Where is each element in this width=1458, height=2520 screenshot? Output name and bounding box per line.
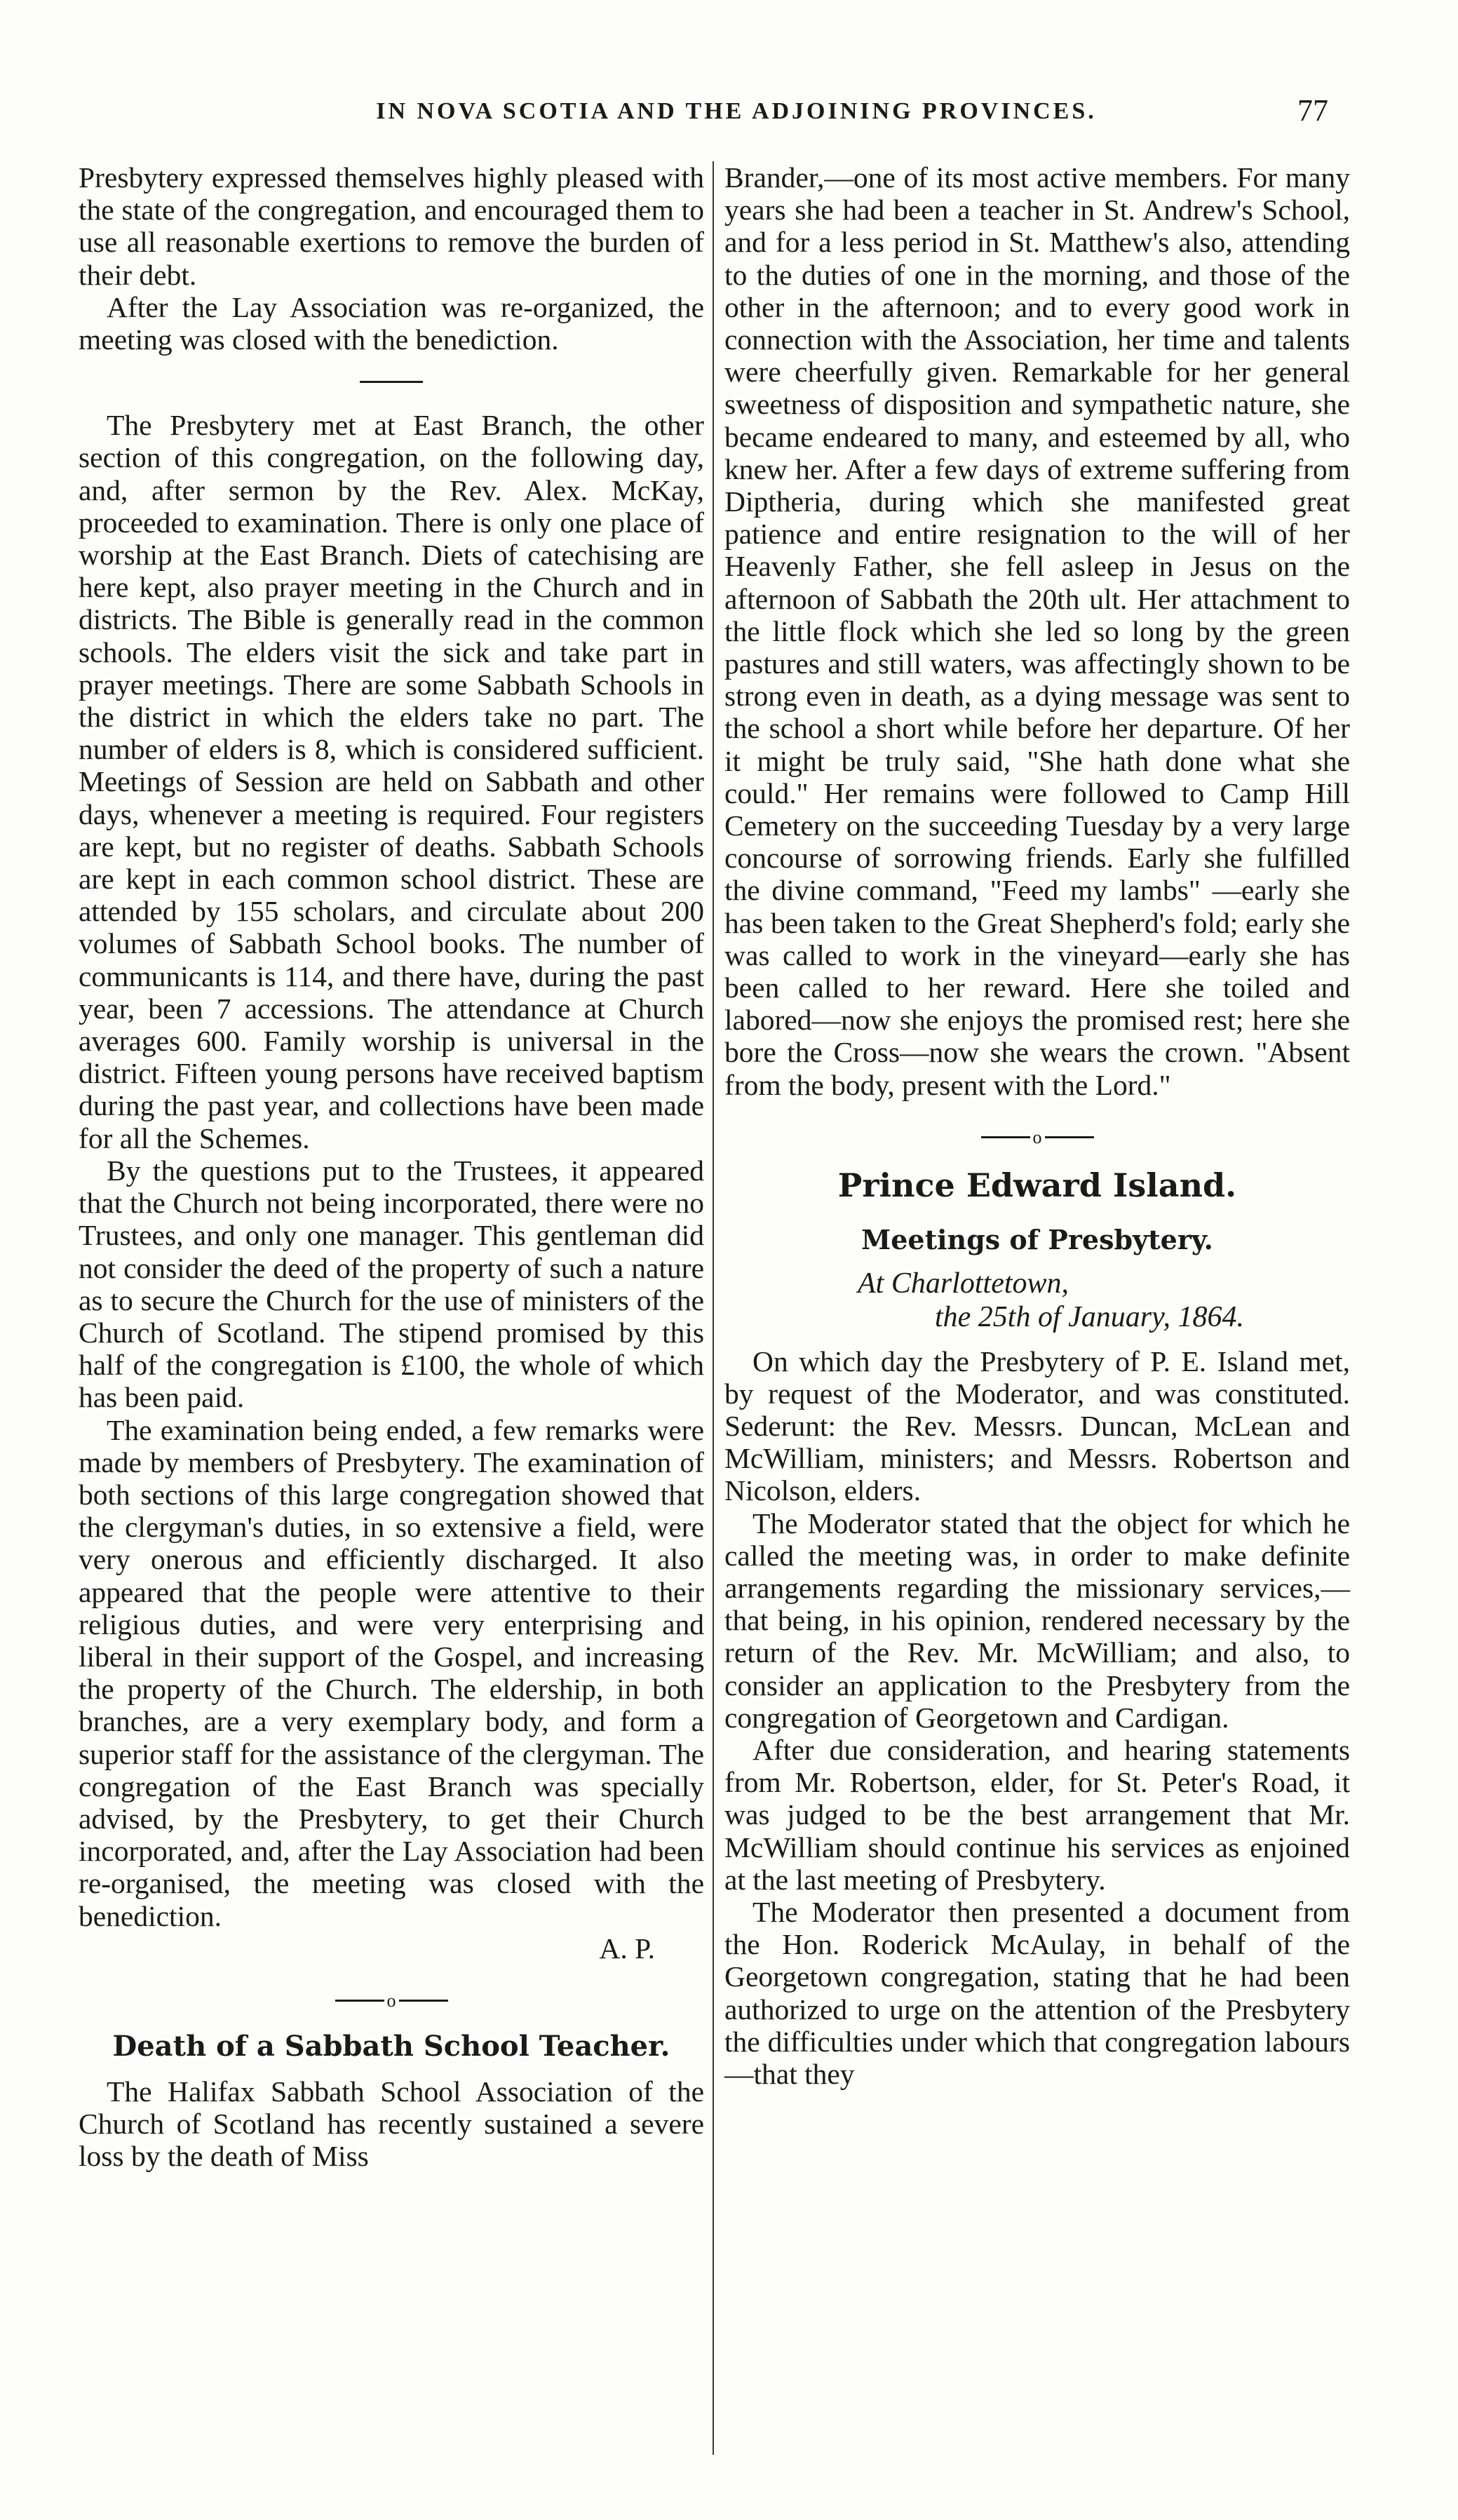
running-title: IN NOVA SCOTIA AND THE ADJOINING PROVINCES. — [376, 98, 1097, 124]
ornament-divider: o — [724, 1121, 1350, 1152]
paragraph: After the Lay Association was re-organized, the meeting was closed with the benediction. — [79, 290, 704, 356]
paragraph: On which day the Presbytery of P. E. Island met, by request of the Moderator, and was constituted. Sederunt: the Rev. Messrs. Duncan, McLean and McWilliam, ministers; and Messrs. Robertson and Nicolson, elders. — [724, 1345, 1350, 1507]
paragraph: After due consideration, and hearing statements from Mr. Robertson, elder, for St. Peter's Road, it was judged to be the best arrangement that Mr. McWilliam should continue his services as enjoined at the last meeting of Presbytery. — [724, 1733, 1350, 1896]
left-column — [79, 161, 704, 2172]
paragraph: Presbytery expressed themselves highly pleased with the state of the congregation, and encouraged them to use all reasonable exertions to remove the burden of their debt. — [79, 161, 704, 291]
ornament-divider: o — [79, 1984, 704, 2015]
section-divider — [79, 365, 704, 393]
section-heading: Prince Edward Island. — [837, 1166, 1237, 1204]
paragraph: The Moderator stated that the object for which he called the meeting was, in order to make definite arrangements regarding the missionary services,—that being, in his opinion, rendered necessary by the return of the Rev. Mr. McWilliam; and also, to consider an application to the Presbytery from the congregation of Georgetown and Cardigan. — [724, 1507, 1350, 1734]
right-column — [724, 161, 1350, 2090]
article-heading: Meetings of Presbytery. — [861, 1223, 1213, 1255]
paragraph: The Moderator then presented a document from the Hon. Roderick McAulay, in behalf of the Georgetown congregation, stating that he had been authorized to urge on the attention of the Presbytery the difficulties under which that congregation labours—that they — [724, 1896, 1350, 2091]
paragraph: The Presbytery met at East Branch, the other section of this congregation, on the following day, and, after sermon by the Rev. Alex. McKay, proceeded to examination. There is only one place of worship at the East Branch. Diets of catechising are here kept, also prayer meeting in the Church and in districts. The Bible is generally read in the common schools. The elders visit the sick and take part in prayer meetings. There are some Sabbath Schools in the district in which the elders take no part. The number of elders is 8, which is considered sufficient. Meetings of Session are held on Sabbath and other days, whenever a meeting is required. Four registers are kept, but no register of deaths. Sabbath Schools are kept in each common school district. These are attended by 155 scholars, and circulate about 200 volumes of Sabbath School books. The number of communicants is 114, and there have, during the past year, been 7 accessions. The attendance at Church averages 600. Family worship is universal in the district. Fifteen young persons have received baptism during the past year, and collections have been made for all the Schemes. — [79, 409, 704, 1154]
dateline-place: At Charlottetown, — [858, 1267, 1069, 1300]
author-initials: A. P. — [599, 1932, 655, 1965]
paragraph: The Halifax Sabbath School Association of the Church of Scotland has recently sustained a severe loss by the death of Miss — [79, 2075, 704, 2173]
dateline-date: the 25th of January, 1864. — [935, 1300, 1244, 1333]
page-number: 77 — [1297, 93, 1328, 128]
paragraph: By the questions put to the Trustees, it appeared that the Church not being incorporated, there were no Trustees, and only one manager. This gentleman did not consider the deed of the property of such a nature as to secure the Church for the use of ministers of the Church of Scotland. The stipend promised by this half of the congregation is £100, the whole of which has been paid. — [79, 1154, 704, 1414]
paragraph: Brander,—one of its most active members. For many years she had been a teacher in St. Andrew's School, and for a less period in St. Matthew's also, attending to the duties of one in the morning, and those of the other in the afternoon; and to every good work in connection with the Association, her time and talents were cheerfully given. Remarkable for her general sweetness of disposition and sympathetic nature, she became endeared to many, and esteemed by all, who knew her. After a few days of extreme suffering from Diptheria, during which she manifested great patience and entire resignation to the will of her Heavenly Father, she fell asleep in Jesus on the afternoon of Sabbath the 20th ult. Her attachment to the little flock which she led so long by the green pastures and still waters, was affectingly shown to be strong even in death, as a dying message was sent to the school a short while before her departure. Of her it might be truly said, "She hath done what she could." Her remains were followed to Camp Hill Cemetery on the succeeding Tuesday by a very large concourse of sorrowing friends. Early she fulfilled the divine command, "Feed my lambs" —early she has been taken to the Great Shepherd's fold; early she was called to work in the vineyard—early she has been called to her reward. Here she toiled and labored—now she enjoys the promised rest; here she bore the Cross—now she wears the crown. "Absent from the body, present with the Lord." — [724, 161, 1350, 1101]
article-heading: Death of a Sabbath School Teacher. — [112, 2029, 670, 2063]
column-rule — [713, 161, 714, 2455]
paragraph: The examination being ended, a few remarks were made by members of Presbytery. The examination of both sections of this large congregation showed that the clergyman's duties, in so extensive a field, were very onerous and efficiently discharged. It also appeared that the people were attentive to their religious duties, and were very enterprising and liberal in their support of the Gospel, and increasing the property of the Church. The eldership, in both branches, are a very exemplary body, and form a superior staff for the assistance of the clergyman. The congregation of the East Branch was specially advised, by the Presbytery, to get their Church incorporated, and, after the Lay Association had been re-organised, the meeting was closed with the benediction. — [79, 1413, 704, 1932]
